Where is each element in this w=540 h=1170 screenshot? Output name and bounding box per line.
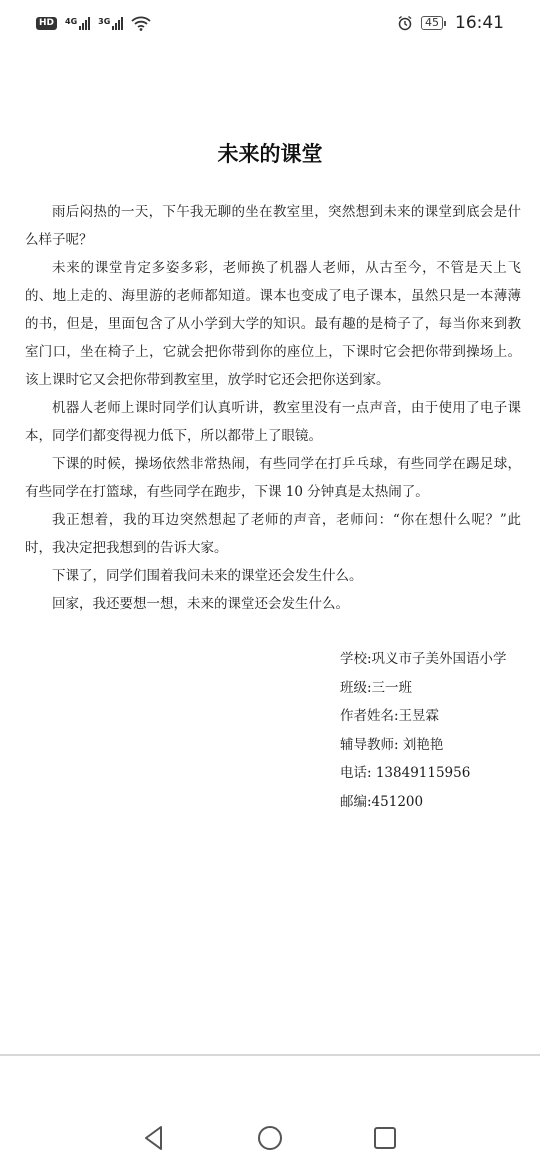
status-right [397,13,504,33]
class-line: 班级:三一班 [340,679,413,696]
document-title: 未来的课堂 [217,142,323,166]
status-bar [0,0,540,46]
paragraph: 雨后闷热的一天，下午我无聊的坐在教室里，突然想到未来的课堂到底会是什么样子呢？ [25,204,521,248]
paragraph: 未来的课堂肯定多姿多彩，老师换了机器人老师，从古至今，不管是天上飞的、地上走的、海里游的老师都知道。课本也变成了电子课本，虽然只是一本薄薄的书，但是，里面包含了从小学到大学的知识。最有趣的是椅子了，每当你来到教室门口，坐在椅子上，它就会把你带到你的座位上，下课时它会把你带到操场上。该上课时它又会把你带到教室里，放学时它还会把你送到家。 [25,260,521,388]
author-line: 作者姓名:王昱霖 [340,708,440,724]
sim1-network-label: 4G [65,16,78,26]
paragraph: 机器人老师上课时同学们认真听讲，教室里没有一点声音，由于使用了电子课本，同学们都变得视力低下，所以都带上了眼镜。 [25,400,521,444]
paragraph: 我正想着，我的耳边突然想起了老师的声音，老师问：“你在想什么呢？”此时，我决定把我想到的告诉大家。 [25,512,521,556]
hd-voice-icon: HD [36,17,57,30]
alarm-clock-icon [397,15,413,31]
sim1-signal-icon [65,17,90,30]
paragraph: 下课的时候，操场依然非常热闹，有些同学在打乒乓球，有些同学在踢足球，有些同学在打篮球，有些同学在跑步，下课 10 分钟真是太热闹了。 [25,456,521,500]
sim2-signal-icon [98,17,123,30]
postcode-line: 邮编:451200 [340,793,424,810]
teacher-line: 辅导教师: 刘艳艳 [340,736,444,753]
recent-apps-icon[interactable] [372,1125,398,1151]
wifi-icon [131,15,151,31]
phone-line: 电话: 13849115956 [340,765,471,781]
sim2-network-label: 3G [98,16,111,26]
school-line: 学校:巩义市子美外国语小学 [340,651,507,667]
paragraph: 下课了，同学们围着我问未来的课堂还会发生什么。 [52,568,363,584]
status-left [36,15,151,31]
battery-indicator: 45 [421,16,443,30]
clock-time: 16:41 [455,13,504,33]
document-page [0,46,540,1054]
paragraph: 回家，我还要想一想，未来的课堂还会发生什么。 [52,596,349,612]
home-icon[interactable] [257,1125,283,1151]
navigation-bar [0,1056,540,1170]
back-icon[interactable] [141,1125,167,1151]
document-body [25,198,521,618]
author-signature-block [340,645,530,816]
